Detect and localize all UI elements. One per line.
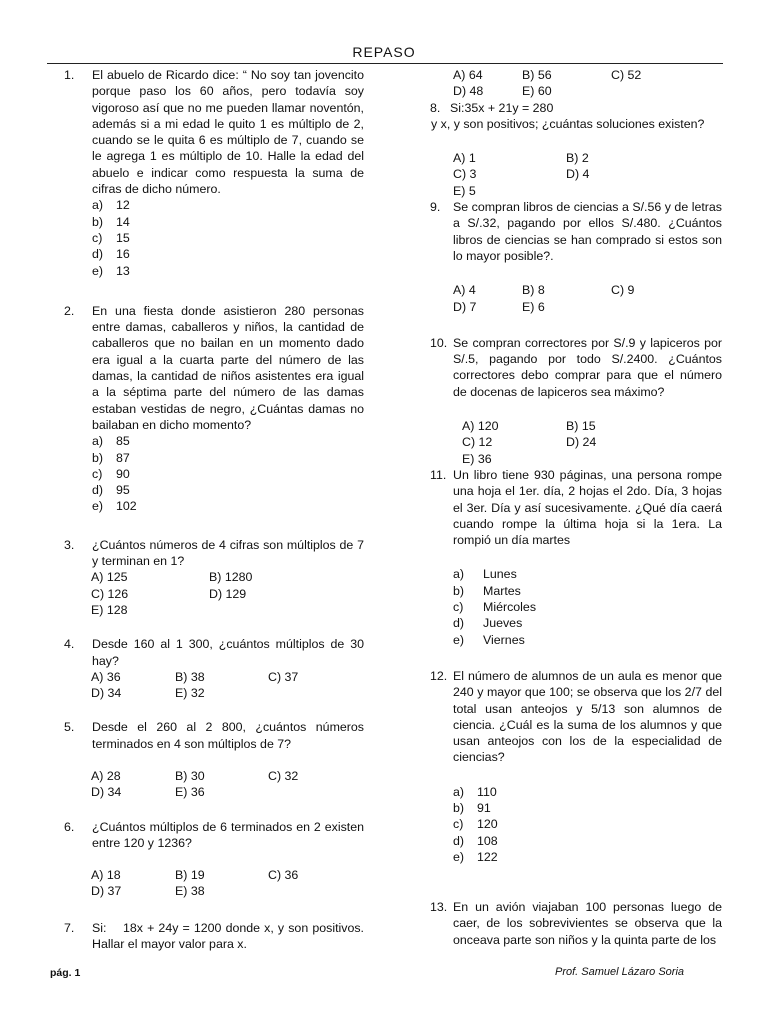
option: C) 37 <box>268 669 299 684</box>
author-name: Prof. Samuel Lázaro Soria <box>555 966 685 978</box>
option: b) 91 <box>453 800 491 815</box>
option: B) 8 <box>522 283 545 298</box>
option: B) 19 <box>175 868 205 883</box>
option: B) 38 <box>175 669 205 684</box>
option: C) 36 <box>268 868 299 883</box>
option: B) 56 <box>522 68 552 82</box>
question-5 <box>48 719 364 752</box>
option: e) 122 <box>453 849 498 864</box>
option: B) 1280 <box>209 570 253 585</box>
question-text: En una fiesta donde asistieron 280 personas entre damas, caballeros y niños, la cantidad de caballeros que no bailan en un momento dado era igual a la cuarta parte del número de las damas, la cantidad de niños asistentes era igual a la séptima parte del número de las damas estaban vestidas de negro, ¿Cuántas damas no bailaban en dicho momento? <box>92 303 364 432</box>
question-4 <box>48 636 364 669</box>
options-grid <box>453 282 722 315</box>
option: A) 64 <box>453 68 483 82</box>
left-column <box>48 67 368 952</box>
question-number: 10. <box>430 335 448 350</box>
option: A) 4 <box>453 283 476 298</box>
page-title: REPASO <box>352 44 416 60</box>
question-number: 2. <box>64 303 75 318</box>
option: C) 9 <box>611 283 635 298</box>
options-list <box>453 566 722 647</box>
question-number: 1. <box>64 68 75 82</box>
question-text: El abuelo de Ricardo dice: “ No soy tan jovencito porque paso los 60 años, pero todavía soy vigoroso así que no me pueden llamar noventón, además si a mi edad le quito 1 es múltiplo de 2, cuando se le quita 6 es múltiplo de 7, cuando se le agrega 1 es múltiplo de 10. Halle la edad del abuelo e indicar como respuesta la suma de cifras de dicho número. <box>92 68 364 197</box>
option: A) 28 <box>91 768 121 783</box>
option: A) 1 <box>453 151 476 166</box>
question-number: 8. <box>430 100 441 115</box>
options-grid <box>91 768 364 801</box>
option: e) 102 <box>92 499 137 514</box>
question-12 <box>412 668 722 766</box>
option: D) 48 <box>453 84 484 99</box>
option: a) 110 <box>453 784 497 799</box>
question-text: Se compran libros de ciencias a S/.56 y de letras a S/.32, pagando por ellos S/.480. ¿Cuántos libros de ciencias se han comprado si estos son lo mayor posible?. <box>453 200 722 263</box>
question-number: 6. <box>64 819 75 834</box>
question-number: 7. <box>64 920 75 935</box>
option: a) 12 <box>92 198 130 213</box>
option: E) 36 <box>175 785 205 800</box>
question-3 <box>48 537 364 570</box>
option: C) 12 <box>462 435 493 450</box>
question-text: Un libro tiene 930 páginas, una persona rompe una hoja el 1er. día, 2 hojas el 2do. Día, 3 hojas el 3er. Día y así sucesivamente. ¿Qué día caerá cuando rompe la última hoja si la 1era. La rompió un día martes <box>453 467 722 548</box>
options-list <box>92 197 364 278</box>
option: E) 60 <box>522 84 552 99</box>
option: D) 4 <box>566 167 590 182</box>
option: D) 7 <box>453 299 477 314</box>
option: B) 2 <box>566 151 589 166</box>
option: e) Viernes <box>453 632 525 647</box>
question-text: El número de alumnos de un aula es menor que 240 y mayor que 100; se observa que los 2/7 del total usan anteojos y 5/13 son alumnos de ciencia. ¿Cuál es la suma de los alumnos y que usan anteojos con los de la especialidad de ciencias? <box>453 668 722 765</box>
option: d) 108 <box>453 833 498 848</box>
option: c) 15 <box>92 230 130 245</box>
option: b) Martes <box>453 583 521 598</box>
options-list <box>92 433 364 514</box>
option: b) 87 <box>92 450 130 465</box>
option: D) 24 <box>566 435 597 450</box>
option: E) 32 <box>175 686 205 701</box>
option: D) 129 <box>209 586 247 601</box>
options-grid <box>453 67 722 100</box>
question-text: Si:35x + 21y = 280 <box>450 100 554 115</box>
question-9 <box>412 199 722 264</box>
options-grid <box>462 418 722 467</box>
question-text: ¿Cuántos números de 4 cifras son múltiplos de 7 y terminan en 1? <box>92 537 364 569</box>
option: A) 36 <box>91 669 121 684</box>
option: E) 6 <box>522 299 545 314</box>
option: d) 95 <box>92 483 130 498</box>
question-text-continued: y x, y son positivos; ¿cuántas soluciones existen? <box>431 116 705 131</box>
options-list <box>453 784 722 865</box>
option: c) Miércoles <box>453 600 537 615</box>
option: B) 30 <box>175 768 205 783</box>
options-grid <box>91 669 364 702</box>
option: c) 90 <box>92 466 130 481</box>
option: d) 16 <box>92 247 130 262</box>
question-number: 4. <box>64 637 75 652</box>
option: D) 34 <box>91 686 122 701</box>
question-11 <box>412 467 722 548</box>
option: B) 15 <box>566 419 596 434</box>
option: C) 126 <box>91 586 129 601</box>
question-1 <box>48 67 364 197</box>
option: E) 5 <box>453 183 476 198</box>
option: D) 34 <box>91 785 122 800</box>
option: d) Jueves <box>453 616 523 631</box>
question-number: 5. <box>64 720 75 735</box>
question-2 <box>48 303 364 433</box>
question-10 <box>412 335 722 400</box>
question-text: Desde el 260 al 2 800, ¿cuántos números terminados en 4 son múltiplos de 7? <box>92 720 364 751</box>
option: e) 13 <box>92 263 130 278</box>
question-number: 12. <box>430 668 448 683</box>
option: C) 3 <box>453 167 477 182</box>
title-rule <box>47 63 723 64</box>
option: a) 85 <box>92 434 130 449</box>
option: A) 120 <box>462 419 499 434</box>
question-number: 11. <box>430 467 447 482</box>
question-number: 13. <box>430 900 448 915</box>
question-number: 9. <box>430 200 441 215</box>
question-6 <box>48 819 364 852</box>
question-13 <box>412 899 722 948</box>
question-text: ¿Cuántos múltiplos de 6 terminados en 2 existen entre 120 y 1236? <box>92 819 364 850</box>
question-text: Se compran correctores por S/.9 y lapiceros por S/.5, pagando por todo S/.2400. ¿Cuántos correctores debo comprar para que el número de docenas de lapiceros sea máximo? <box>453 335 722 399</box>
question-7 <box>48 920 368 953</box>
option: D) 37 <box>91 884 122 899</box>
options-grid <box>91 867 364 900</box>
option: C) 52 <box>611 68 642 82</box>
page-number: pág. 1 <box>50 967 81 979</box>
options-grid <box>91 569 364 618</box>
option: a) Lunes <box>453 567 517 582</box>
option: E) 128 <box>91 602 128 617</box>
option: A) 18 <box>91 868 121 883</box>
options-grid <box>453 150 722 199</box>
option: A) 125 <box>91 570 128 585</box>
question-8 <box>412 100 722 116</box>
question-text: En un avión viajaban 100 personas luego de caer, de los sobrevivientes se observa que la onceava parte son niños y la quinta parte de los <box>453 900 722 947</box>
option: E) 38 <box>175 884 205 899</box>
option: c) 120 <box>453 817 498 832</box>
option: E) 36 <box>462 451 492 466</box>
option: C) 32 <box>268 768 299 783</box>
right-column <box>412 67 722 948</box>
question-text: Si: 18x + 24y = 1200 donde x, y son positivos. Hallar el mayor valor para x. <box>92 920 368 952</box>
question-number: 3. <box>64 537 75 552</box>
option: b) 14 <box>92 214 130 229</box>
question-text: Desde 160 al 1 300, ¿cuántos múltiplos de 30 hay? <box>92 637 364 668</box>
